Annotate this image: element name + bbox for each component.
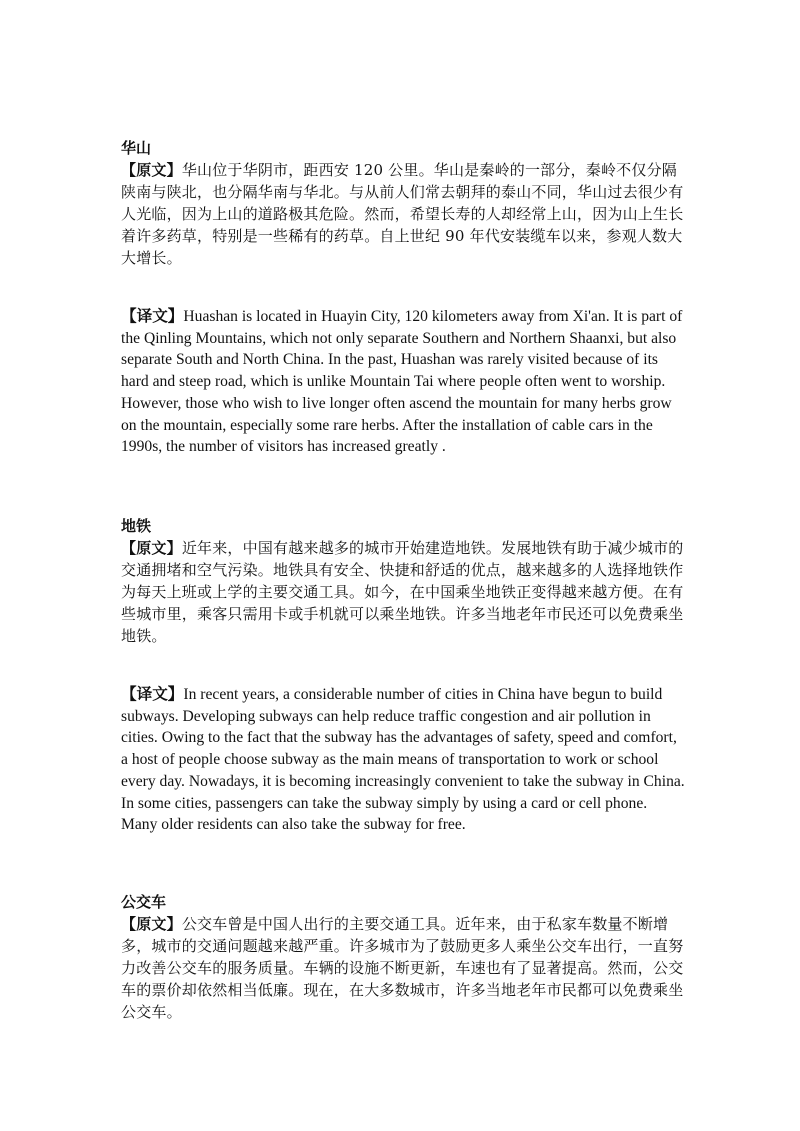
translation-label: 【译文】 [121, 686, 184, 703]
translation-label: 【译文】 [121, 308, 184, 325]
translation-text: In recent years, a considerable number of cities in China have begun to build subways. Developing subways can help reduce traffic congestion and air pollution in cities. Owing to the fact that the subway has the advantages of safety, speed and comfort, a host of people choose subway as the main means of transportation to work or school every day. Nowadays, it is becoming increasingly convenient to take the subway in China. In some cities, passengers can take the subway simply by using a card or cell phone. Many older residents can also take the subway for free. [121, 686, 685, 834]
section-subway [121, 515, 686, 647]
translation-text: Huashan is located in Huayin City, 120 kilometers away from Xi'an. It is part of the Qinling Mountains, which not only separate Southern and Northern Shaanxi, but also separate South and North China. In the past, Huashan was rarely visited because of its hard and steep road, which is unlike Mountain Tai where people often went to worship. However, those who wish to live longer often ascend the mountain for many herbs grow on the mountain, especially some rare herbs. After the installation of cable cars in the 1990s, the number of visitors has increased greatly . [121, 308, 683, 456]
section-huashan [121, 137, 686, 269]
source-label: 【原文】 [121, 539, 182, 557]
translation-huashan [121, 306, 686, 458]
source-label: 【原文】 [121, 915, 182, 933]
source-text: 公交车曾是中国人出行的主要交通工具。近年来，由于私家车数量不断增多，城市的交通问题越来越严重。许多城市为了鼓励更多人乘坐公交车出行，一直努力改善公交车的服务质量。车辆的设施不断更新，车速也有了显著提高。然而，公交车的票价却依然相当低廉。现在，在大多数城市，许多当地老年市民都可以免费乘坐公交车。 [121, 915, 684, 1021]
source-label: 【原文】 [121, 161, 182, 179]
translation-subway [121, 684, 686, 836]
section-heading: 华山 [121, 139, 152, 157]
translation-paragraph [121, 306, 686, 458]
source-paragraph [121, 913, 686, 1023]
section-bus [121, 891, 686, 1023]
section-heading: 公交车 [121, 893, 167, 911]
source-text: 近年来，中国有越来越多的城市开始建造地铁。发展地铁有助于减少城市的交通拥堵和空气污染。地铁具有安全、快捷和舒适的优点，越来越多的人选择地铁作为每天上班或上学的主要交通工具。如今，在中国乘坐地铁正变得越来越方便。在有些城市里，乘客只需用卡或手机就可以乘坐地铁。许多当地老年市民还可以免费乘坐地铁。 [121, 539, 684, 645]
source-paragraph [121, 159, 686, 269]
source-text: 华山位于华阴市，距西安 120 公里。华山是秦岭的一部分，秦岭不仅分隔陕南与陕北，也分隔华南与华北。与从前人们常去朝拜的泰山不同，华山过去很少有人光临，因为上山的道路极其危险。然而，希望长寿的人却经常上山，因为山上生长着许多药草，特别是一些稀有的药草。自上世纪 90 年代安装缆车以来，参观人数大大增长。 [121, 161, 684, 267]
translation-paragraph [121, 684, 686, 836]
source-paragraph [121, 537, 686, 647]
section-heading: 地铁 [121, 517, 152, 535]
